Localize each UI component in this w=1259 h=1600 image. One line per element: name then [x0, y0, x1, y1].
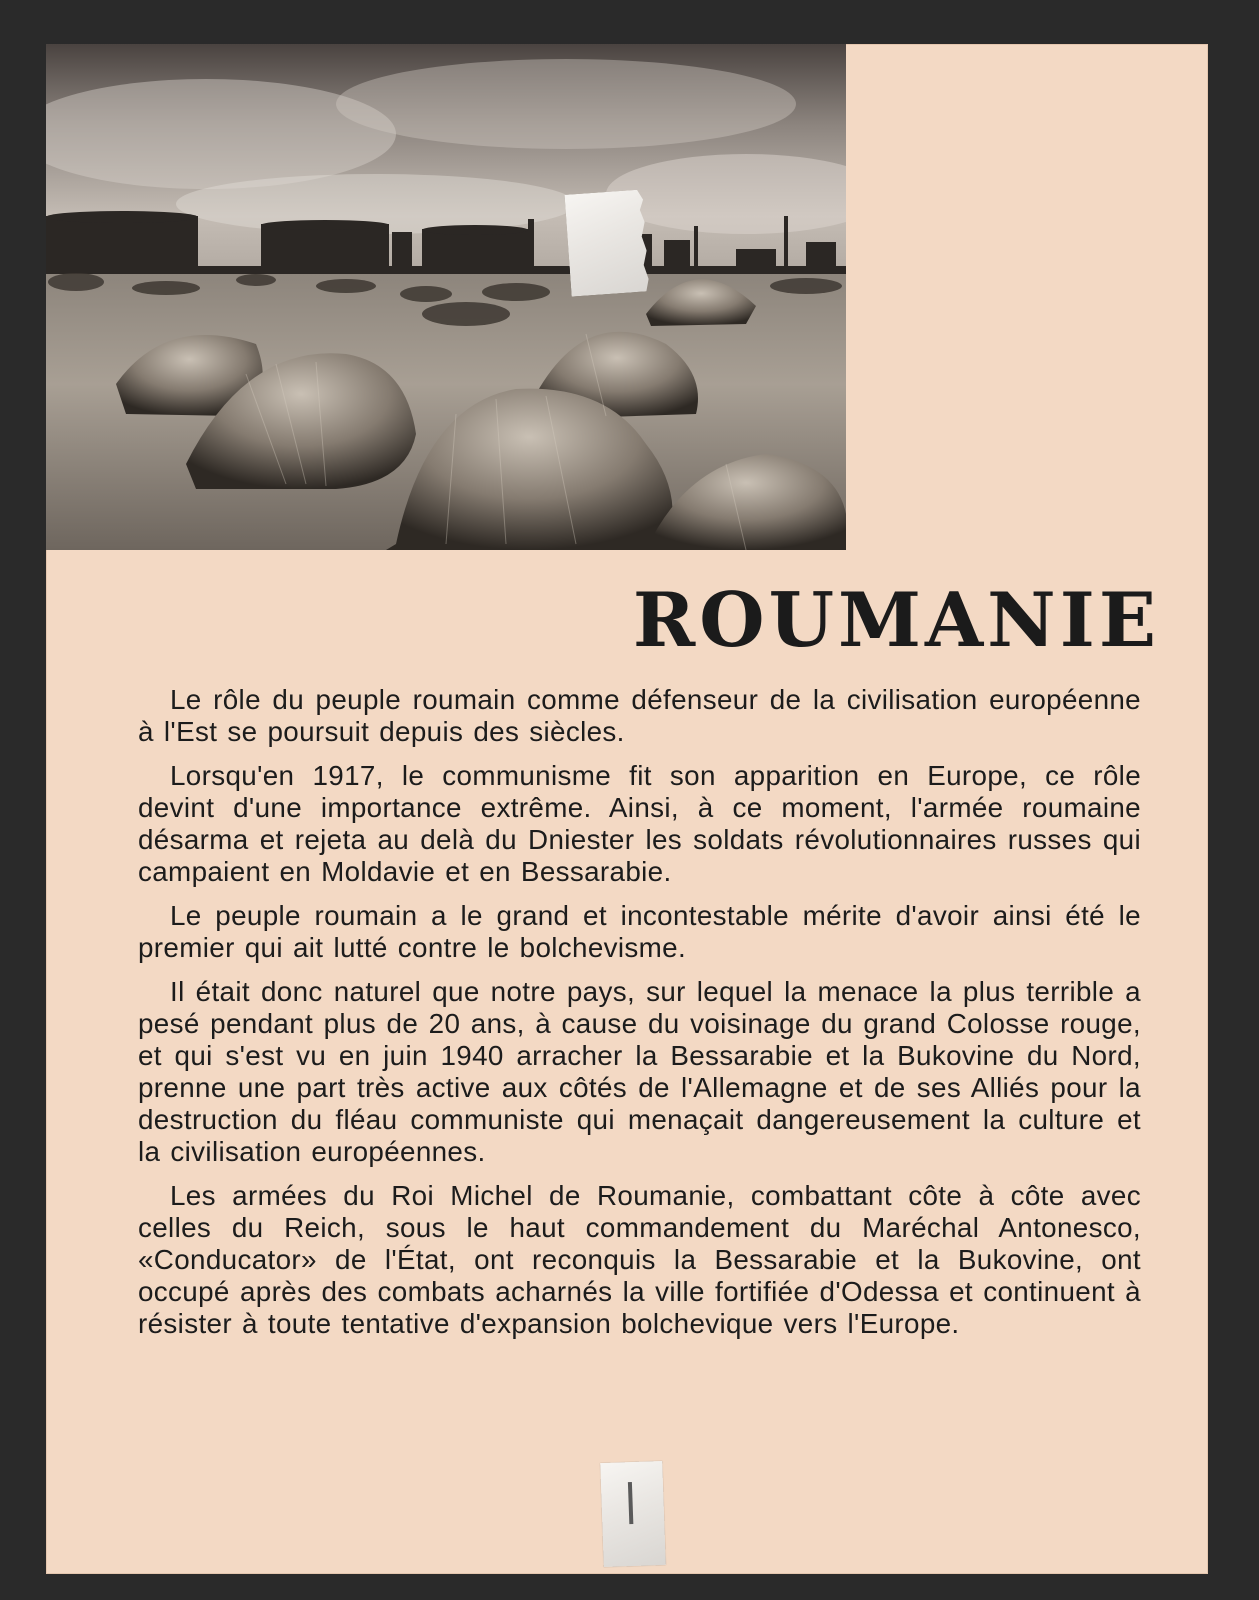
- tape-mark: [628, 1482, 633, 1524]
- paragraph-4: Il était donc naturel que notre pays, sur lequel la menace la plus terrible a pesé pendant plus de 20 ans, à cause du voisinage du grand Colosse rouge, et qui s'est vu en juin 1940 arracher la Bessarabie et la Bukovine du Nord, prenne une part très active aux côtés de l'Allemagne et de ses Alliés pour la destruction du fléau communiste qui menaçait dangereusement la culture et la civilisation européennes.: [138, 976, 1141, 1167]
- paragraph-3: Le peuple roumain a le grand et incontestable mérite d'avoir ainsi été le premier qui ait lutté contre le bolchevisme.: [138, 900, 1141, 963]
- paragraph-5: Les armées du Roi Michel de Roumanie, combattant côte à côte avec celles du Reich, sous le haut commandement du Maréchal Antonesco, «Conducator» de l'État, ont reconquis la Bessarabie et la Bukovine, ont occupé après des combats acharnés la ville fortifiée d'Odessa et continuent à résister à toute tentative d'expansion bolchevique vers l'Europe.: [138, 1180, 1141, 1339]
- adhesive-tape-scrap-bottom: [600, 1461, 666, 1567]
- body-text: [138, 684, 1141, 1352]
- page-title: ROUMANIE: [632, 576, 1160, 664]
- photo-oil-refinery-wheat-field: [46, 44, 846, 550]
- document-page: [46, 44, 1208, 1574]
- paragraph-1: Le rôle du peuple roumain comme défenseur de la civilisation européenne à l'Est se poursuit depuis des siècles.: [138, 684, 1141, 747]
- adhesive-tape-scrap-top: [565, 189, 650, 296]
- paragraph-2: Lorsqu'en 1917, le communisme fit son apparition en Europe, ce rôle devint d'une importance extrême. Ainsi, à ce moment, l'armée roumaine désarma et rejeta au delà du Dniester les soldats révolutionnaires russes qui campaient en Moldavie et en Bessarabie.: [138, 760, 1141, 887]
